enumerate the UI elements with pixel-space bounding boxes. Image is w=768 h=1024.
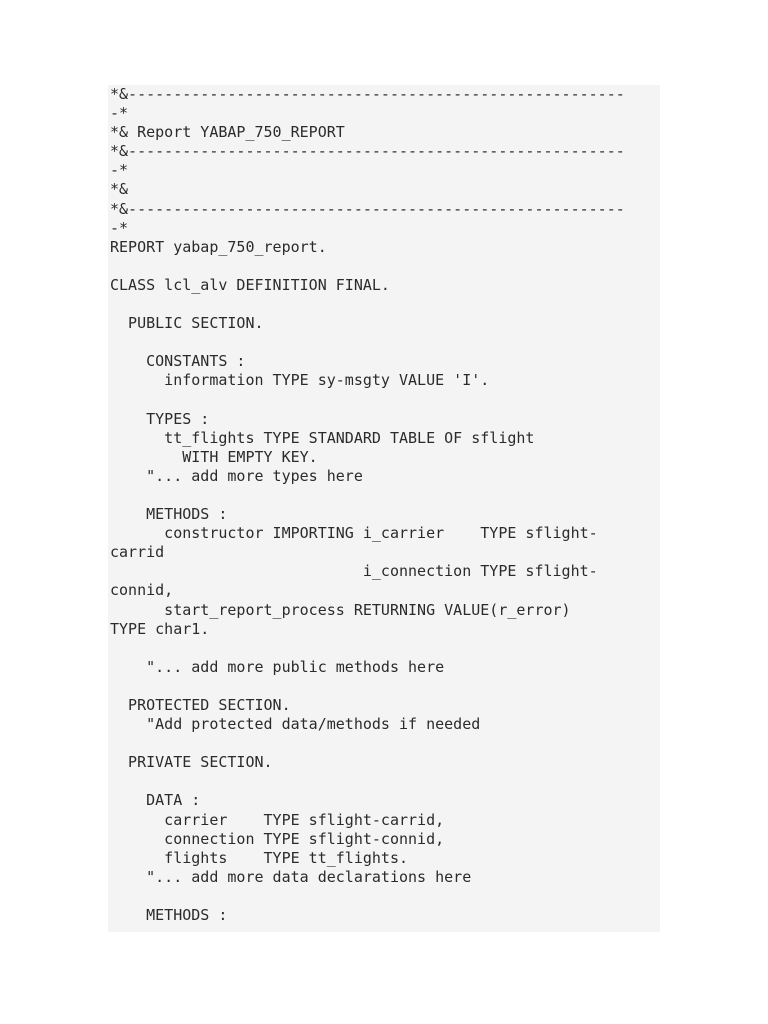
code-line: connection TYPE sflight-connid, — [110, 829, 445, 848]
code-line: start_report_process RETURNING VALUE(r_error) — [110, 600, 571, 619]
code-line — [110, 639, 625, 658]
code-line: carrid — [110, 543, 165, 562]
code-line — [110, 486, 625, 505]
code-line: METHODS : — [110, 906, 228, 925]
code-listing — [110, 85, 625, 925]
code-line: -* — [110, 161, 129, 180]
code-line: *&------------------------------------------------------- — [110, 199, 625, 218]
code-line: PRIVATE SECTION. — [110, 753, 273, 772]
code-line — [110, 772, 625, 791]
code-line: information TYPE sy-msgty VALUE 'I'. — [110, 371, 490, 390]
code-line — [110, 295, 625, 314]
code-line: DATA : — [110, 791, 201, 810]
code-line: CONSTANTS : — [110, 352, 246, 371]
code-line: TYPE char1. — [110, 619, 210, 638]
code-line: tt_flights TYPE STANDARD TABLE OF sflight — [110, 428, 535, 447]
code-line — [110, 887, 625, 906]
code-line: CLASS lcl_alv DEFINITION FINAL. — [110, 275, 390, 294]
code-line: *&------------------------------------------------------- — [110, 85, 625, 103]
code-line: flights TYPE tt_flights. — [110, 848, 409, 867]
code-line: -* — [110, 104, 129, 123]
code-line — [110, 391, 625, 410]
code-line: TYPES : — [110, 409, 210, 428]
code-line: PROTECTED SECTION. — [110, 696, 291, 714]
code-line: "... add more public methods here — [110, 657, 445, 676]
code-line — [110, 734, 625, 753]
code-line: METHODS : — [110, 505, 228, 524]
code-line: *& Report YABAP_750_REPORT — [110, 123, 345, 142]
code-line: i_connection TYPE sflight- — [110, 562, 598, 581]
code-line: "... add more types here — [110, 466, 363, 485]
code-line: constructor IMPORTING i_carrier TYPE sflight- — [110, 524, 598, 543]
code-block — [108, 85, 660, 932]
code-line: "... add more data declarations here — [110, 867, 472, 886]
code-line: connid, — [110, 581, 174, 600]
code-line: *& — [110, 180, 129, 199]
code-line: REPORT yabap_750_report. — [110, 237, 327, 256]
code-line: WITH EMPTY KEY. — [110, 447, 318, 466]
code-line: "Add protected data/methods if needed — [110, 715, 481, 734]
code-line: -* — [110, 218, 129, 237]
code-line — [110, 677, 625, 696]
code-line: *&------------------------------------------------------- — [110, 142, 625, 161]
code-line — [110, 257, 625, 276]
code-line: PUBLIC SECTION. — [110, 314, 264, 333]
code-line — [110, 333, 625, 352]
code-line: carrier TYPE sflight-carrid, — [110, 810, 445, 829]
